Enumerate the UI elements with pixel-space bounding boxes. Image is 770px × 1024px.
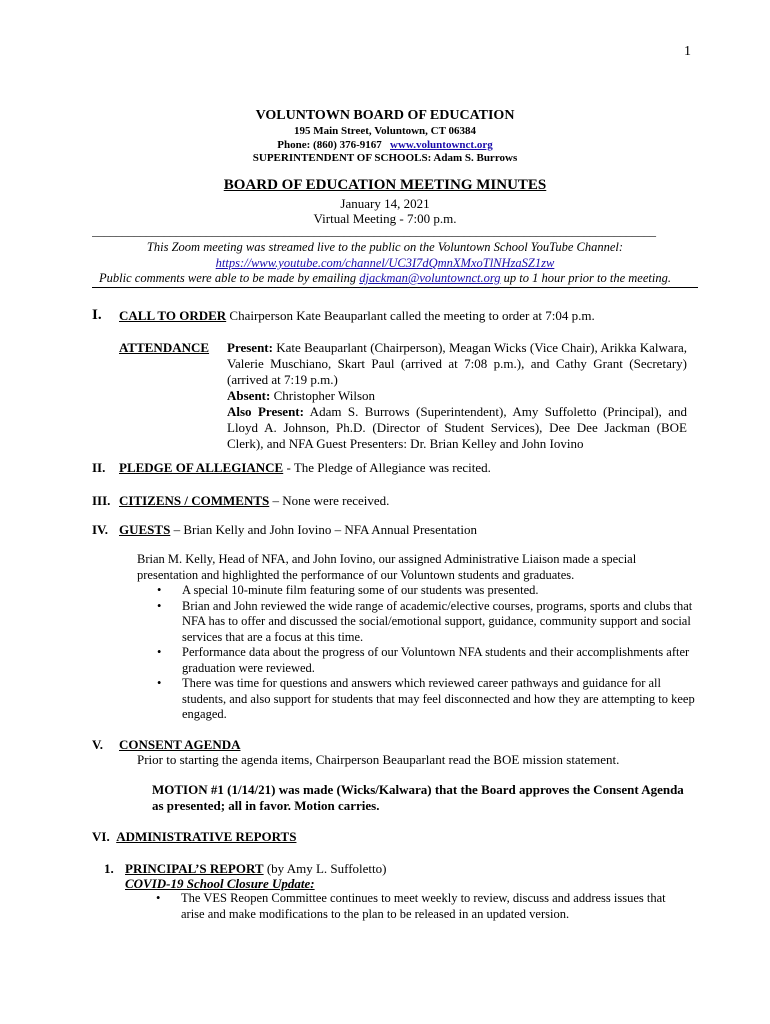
list-item: • There was time for questions and answers which reviewed career pathways and guidance for all students, and also support for students that may feel disconnected and how they are attempting to keep engaged.: [157, 676, 695, 721]
org-phone: Phone: (860) 376-9167: [277, 139, 382, 151]
section-guests: [119, 522, 477, 538]
present-label: Present:: [227, 340, 273, 355]
principal-bullet-list: [136, 891, 681, 922]
admin-reports-heading: ADMINISTRATIVE REPORTS: [116, 829, 297, 844]
also-present-text: Adam S. Burrows (Superintendent), Amy Suffoletto (Principal), and Lloyd A. Johnson, Ph.D. (Director of Student Services), Dee Dee Jackman (BOE Clerk), and NFA Guest Presenters: Dr. Brian Kelley and John Iovino: [227, 404, 688, 451]
document-title: BOARD OF EDUCATION MEETING MINUTES: [223, 177, 547, 193]
meeting-type: Virtual Meeting - 7:00 p.m.: [313, 211, 457, 226]
divider-line: ______________________________________________________________________________________________: [92, 224, 656, 238]
consent-agenda-text: Prior to starting the agenda items, Chairperson Beauparlant read the BOE mission statement.: [137, 752, 620, 767]
public-comment-post: up to 1 hour prior to the meeting.: [500, 271, 671, 285]
section-pledge: [119, 460, 491, 476]
pledge-heading: PLEDGE OF ALLEGIANCE: [119, 460, 284, 475]
public-comment-notice: [0, 271, 770, 286]
section-numeral-2: II.: [92, 460, 106, 475]
page-number: 1: [684, 44, 691, 59]
call-to-order-heading: CALL TO ORDER: [119, 308, 227, 323]
present-line: [227, 340, 687, 388]
org-address: 195 Main Street, Voluntown, CT 06384: [293, 125, 477, 137]
section-admin-reports: [92, 829, 296, 845]
subsection-number: 1.: [104, 861, 114, 876]
section-numeral-6: VI.: [92, 829, 110, 844]
principal-report-by: (by Amy L. Suffoletto): [263, 861, 387, 876]
youtube-link[interactable]: https://www.youtube.com/channel/UC3I7dQmnXMxoTlNHzaSZ1zw: [215, 256, 555, 270]
list-item: • The VES Reopen Committee continues to meet weekly to review, discuss and address issues that arise and make modifications to the plan to be released in an updated version.: [156, 891, 666, 921]
consent-agenda-heading: CONSENT AGENDA: [119, 737, 241, 752]
youtube-link-row: [0, 256, 770, 271]
list-item: • Performance data about the progress of our Voluntown NFA students and their accomplishments after graduation were reviewed.: [157, 645, 690, 675]
present-text: Kate Beauparlant (Chairperson), Meagan Wicks (Vice Chair), Arikka Kalwara, Valerie Muschiano, Skart Paul (arrived at 7:08 p.m.), and Cathy Grant (Secretary) (arrived at 7:19 p.m.): [227, 340, 687, 387]
website-link[interactable]: www.voluntownct.org: [390, 139, 493, 151]
horizontal-rule: [92, 287, 698, 288]
stream-notice: This Zoom meeting was streamed live to the public on the Voluntown School YouTube Channel:: [146, 240, 624, 254]
superintendent-line: SUPERINTENDENT OF SCHOOLS: Adam S. Burrows: [252, 152, 518, 164]
email-link[interactable]: djackman@voluntownct.org: [359, 271, 501, 285]
section-numeral-1: I.: [92, 307, 102, 323]
absent-line: [227, 388, 687, 404]
section-call-to-order: [119, 308, 719, 324]
citizens-text: – None were received.: [269, 493, 390, 508]
org-name: VOLUNTOWN BOARD OF EDUCATION: [255, 108, 515, 123]
also-present-label: Also Present:: [227, 404, 304, 419]
list-item: • A special 10-minute film featuring some of our students was presented.: [157, 583, 539, 597]
section-citizens: [119, 493, 389, 509]
also-present-line: [227, 404, 687, 452]
list-item: • Brian and John reviewed the wide range of academic/elective courses, programs, sports and clubs that NFA has to offer and discussed the social/emotional support, guidance, community support and social services that are a focus at this time.: [157, 598, 693, 644]
bullet-icon: •: [156, 891, 161, 905]
principal-report-line: [125, 861, 386, 877]
public-comment-pre: Public comments were able to be made by emailing: [99, 271, 360, 285]
absent-text: Christopher Wilson: [270, 388, 376, 403]
principal-report-heading: PRINCIPAL’S REPORT: [125, 861, 264, 876]
guests-heading: GUESTS: [119, 522, 171, 537]
guests-text: – Brian Kelly and John Iovino – NFA Annual Presentation: [170, 522, 477, 537]
attendance-label: ATTENDANCE: [119, 340, 210, 355]
guests-intro: Brian M. Kelly, Head of NFA, and John Iovino, our assigned Administrative Liaison made a special presentation and highlighted the performance of our Voluntown students and graduates.: [137, 552, 637, 582]
bullet-icon: •: [157, 676, 162, 690]
attendance-block: [227, 340, 687, 452]
guests-bullet-list: [137, 583, 697, 723]
meeting-date: January 14, 2021: [340, 196, 430, 211]
org-contact: [0, 139, 770, 151]
bullet-icon: •: [157, 645, 162, 659]
covid-update-heading: COVID-19 School Closure Update:: [125, 876, 315, 891]
bullet-icon: •: [157, 598, 162, 613]
absent-label: Absent:: [227, 388, 271, 403]
bullet-icon: •: [157, 583, 162, 597]
call-to-order-text: Chairperson Kate Beauparlant called the meeting to order at 7:04 p.m.: [226, 308, 595, 323]
section-numeral-3: III.: [92, 493, 111, 508]
motion-text: MOTION #1 (1/14/21) was made (Wicks/Kalwara) that the Board approves the Consent Agenda as presented; all in favor. Motion carries.: [152, 782, 684, 813]
section-numeral-4: IV.: [92, 522, 109, 537]
citizens-heading: CITIZENS / COMMENTS: [119, 493, 270, 508]
section-numeral-5: V.: [92, 737, 103, 752]
pledge-text: - The Pledge of Allegiance was recited.: [283, 460, 491, 475]
